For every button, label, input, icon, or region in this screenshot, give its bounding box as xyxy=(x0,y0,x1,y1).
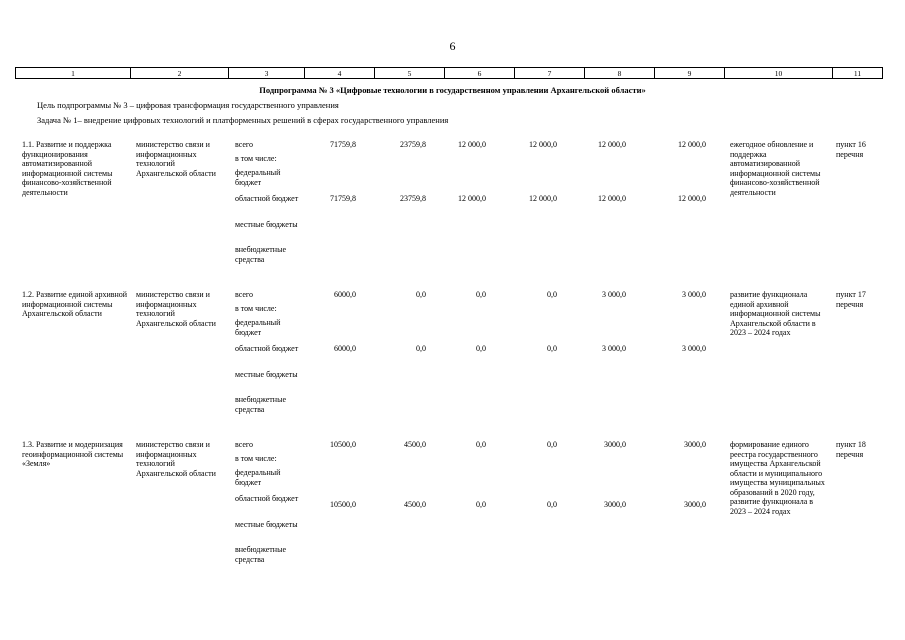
amount-regional: 12 000,0 xyxy=(458,194,486,203)
measure-name: 1.2. Развитие единой архивной информационной системы Архангельской области xyxy=(22,290,128,318)
amount-total: 6000,0 xyxy=(334,290,356,299)
column-number: 7 xyxy=(515,68,585,79)
amount-regional: 23759,8 xyxy=(400,194,426,203)
amount-regional: 71759,8 xyxy=(330,194,356,203)
column-number: 1 xyxy=(16,68,131,79)
measure-name: 1.3. Развитие и модернизация геоинформационной системы «Земля» xyxy=(22,440,124,468)
source-regional: областной бюджет xyxy=(235,494,299,503)
source-regional: областной бюджет xyxy=(235,194,299,203)
subprogram-goal: Цель подпрограммы № 3 – цифровая трансформация государственного управления xyxy=(37,100,339,110)
source-local: местные бюджеты xyxy=(235,220,298,229)
amount-total: 3 000,0 xyxy=(682,290,706,299)
amount-total: 3000,0 xyxy=(604,440,626,449)
column-number: 2 xyxy=(131,68,229,79)
subprogram-task: Задача № 1– внедрение цифровых технологий и платформенных решений в сферах государственного управления xyxy=(37,115,449,125)
amount-total: 0,0 xyxy=(476,440,486,449)
amount-total: 0,0 xyxy=(416,290,426,299)
column-number: 6 xyxy=(445,68,515,79)
expected-result: развитие функционала единой архивной информационной системы Архангельской области в 2023 – 2024 годах xyxy=(730,290,821,337)
source-total: всего xyxy=(235,140,254,149)
amount-regional: 12 000,0 xyxy=(598,194,626,203)
amount-regional: 3000,0 xyxy=(684,500,706,509)
source-including: в том числе: xyxy=(235,454,277,463)
amount-total: 0,0 xyxy=(547,440,557,449)
amount-regional: 12 000,0 xyxy=(678,194,706,203)
amount-total: 12 000,0 xyxy=(678,140,706,149)
source-extrabudgetary: внебюджетные средства xyxy=(235,395,286,414)
reference: пункт 17 перечня xyxy=(836,290,866,309)
source-extrabudgetary: внебюджетные средства xyxy=(235,545,286,564)
source-including: в том числе: xyxy=(235,304,277,313)
source-local: местные бюджеты xyxy=(235,370,298,379)
amount-regional: 0,0 xyxy=(416,344,426,353)
reference: пункт 18 перечня xyxy=(836,440,866,459)
amount-total: 12 000,0 xyxy=(598,140,626,149)
amount-regional: 6000,0 xyxy=(334,344,356,353)
measure-executor: министерство связи и информационных технологий Архангельской области xyxy=(136,140,216,178)
table-row xyxy=(0,440,905,600)
amount-regional: 0,0 xyxy=(547,344,557,353)
source-federal: федеральный бюджет xyxy=(235,168,281,187)
subprogram-title: Подпрограмма № 3 «Цифровые технологии в государственном управлении Архангельской области» xyxy=(259,85,646,95)
column-number: 4 xyxy=(305,68,375,79)
column-number-header xyxy=(15,67,883,79)
source-federal: федеральный бюджет xyxy=(235,318,281,337)
expected-result: ежегодное обновление и поддержка автоматизированной информационной системы финансово-хозяйственной деятельности xyxy=(730,140,821,197)
page-number: 6 xyxy=(449,39,456,53)
source-including: в том числе: xyxy=(235,154,277,163)
amount-total: 3 000,0 xyxy=(602,290,626,299)
reference: пункт 16 перечня xyxy=(836,140,866,159)
amount-regional: 4500,0 xyxy=(404,500,426,509)
amount-total: 10500,0 xyxy=(330,440,356,449)
amount-regional: 0,0 xyxy=(547,500,557,509)
column-number: 9 xyxy=(655,68,725,79)
table-row xyxy=(0,140,905,300)
amount-total: 0,0 xyxy=(547,290,557,299)
amount-regional: 10500,0 xyxy=(330,500,356,509)
measure-name: 1.1. Развитие и поддержка функционирования автоматизированной информационной системы финансово-хозяйственной деятельности xyxy=(22,140,113,197)
amount-regional: 3000,0 xyxy=(604,500,626,509)
amount-total: 71759,8 xyxy=(330,140,356,149)
source-regional: областной бюджет xyxy=(235,344,299,353)
amount-total: 4500,0 xyxy=(404,440,426,449)
source-extrabudgetary: внебюджетные средства xyxy=(235,245,286,264)
measure-executor: министерство связи и информационных технологий Архангельской области xyxy=(136,440,216,478)
source-local: местные бюджеты xyxy=(235,520,298,529)
column-number: 10 xyxy=(725,68,833,79)
measure-executor: министерство связи и информационных технологий Архангельской области xyxy=(136,290,216,328)
amount-regional: 3 000,0 xyxy=(682,344,706,353)
expected-result: формирование единого реестра государственного имущества Архангельской области и муниципального имущества муниципальных образований в 2020 году, развитие функционала в 2023 – 2024 годах xyxy=(730,440,825,516)
table-row xyxy=(0,290,905,450)
column-number: 8 xyxy=(585,68,655,79)
amount-total: 23759,8 xyxy=(400,140,426,149)
amount-regional: 3 000,0 xyxy=(602,344,626,353)
source-federal: федеральный бюджет xyxy=(235,468,281,487)
column-number: 5 xyxy=(375,68,445,79)
source-total: всего xyxy=(235,440,254,449)
amount-total: 0,0 xyxy=(476,290,486,299)
amount-regional: 12 000,0 xyxy=(529,194,557,203)
amount-total: 12 000,0 xyxy=(529,140,557,149)
source-total: всего xyxy=(235,290,254,299)
amount-regional: 0,0 xyxy=(476,500,486,509)
amount-regional: 0,0 xyxy=(476,344,486,353)
amount-total: 3000,0 xyxy=(684,440,706,449)
column-number: 11 xyxy=(833,68,883,79)
column-number: 3 xyxy=(229,68,305,79)
amount-total: 12 000,0 xyxy=(458,140,486,149)
